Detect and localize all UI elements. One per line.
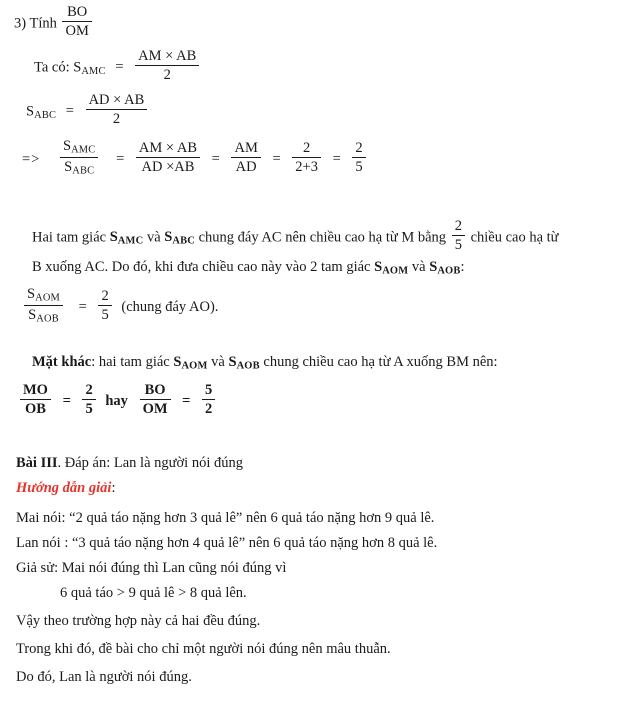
solution-line-7: Do đó, Lan là người nói đúng. [16,669,192,685]
fraction-denominator: 2 [86,109,148,127]
fraction-bo-over-om [140,382,171,417]
equals-sign-3: = [272,151,281,168]
fraction-numerator: 5 [205,382,213,398]
fraction-denominator: OM [140,399,171,417]
equation-ratio-chain [22,138,368,178]
fraction-am-over-ad [231,140,260,175]
question-verb: Tính [29,15,57,32]
symbol-saom: $S_{AOM}$ [374,259,409,278]
question-3-heading [14,4,94,39]
label-mat-khac: Mặt khác [32,354,92,370]
equation-sabc [26,92,149,127]
paragraph-triangles-same-base [32,218,628,283]
fraction-am-ab-over-2 [135,48,199,83]
text-segment: và [408,259,430,276]
fraction-denominator: AD ×AB [136,157,200,175]
solution-line-1: Mai nói: “2 quả táo nặng hơn 3 quả lê” nên 6 quả táo nặng hơn 9 quả lê. [16,510,435,526]
equation-saom-over-saob [22,286,218,326]
text-segment: chung đáy AC nên chiều cao hạ từ M bằng [194,229,450,246]
fraction-saom-over-saob [24,286,63,326]
fraction-denominator: 5 [452,235,465,253]
equals-sign: = [65,103,74,120]
fraction-numerator: AD × AB [88,92,145,108]
fraction-2-over-5 [98,288,111,323]
fraction-amab-over-adab [136,140,200,175]
fraction-denominator: 5 [98,305,111,323]
fraction-denominator: 2+3 [292,157,321,175]
fraction-denominator: $S_{ABC}$ [60,157,98,177]
solution-line-6: Trong khi đó, đề bài cho chỉ một người nói đúng nên mâu thuẫn. [16,641,391,657]
label-bai-3: Bài III [16,455,58,471]
fraction-2-over-2plus3 [292,140,321,175]
solution-line-5: Vậy theo trường hợp này cả hai đều đúng. [16,613,261,629]
subscript-amc: AMC [81,65,106,77]
text-segment: : [460,259,465,276]
fraction-numerator: BO [67,4,88,20]
guide-colon: : [111,480,116,496]
exercise-3-answer [16,455,243,472]
solution-line-4: 6 quả táo > 9 quả lê > 8 quả lên. [60,585,247,601]
fraction-2-over-5-inline [452,218,465,253]
equation-samc [34,48,201,83]
fraction-numerator: 2 [303,140,311,157]
solution-line-3: Giả sử: Mai nói đúng thì Lan cũng nói đúng vì [16,560,287,576]
solution-line-2: Lan nói : “3 quả táo nặng hơn 4 quả lê” nên 6 quả táo nặng hơn 8 quả lê. [16,535,438,551]
solution-guide-heading [16,480,115,497]
fraction-bo-om [62,4,91,39]
fraction-5-over-2 [202,382,215,417]
text-segment: B xuống AC. Do đó, khi đưa chiều cao này vào 2 tam giác [32,259,375,276]
equation-lead: S [26,103,35,120]
equals-sign-2: = [182,393,191,410]
fraction-denominator: AD [231,157,260,175]
text-segment: chiều cao hạ từ [466,229,559,246]
question-number: 3) [14,15,27,32]
text-segment: Hai tam giác [32,229,110,246]
answer-text: . Đáp án: Lan là người nói đúng [57,455,243,471]
fraction-denominator: OM [62,21,91,39]
equals-sign: = [115,59,124,76]
fraction-mo-over-ob [20,382,51,417]
fraction-samc-over-sabc [60,138,98,178]
text-segment: và [207,354,229,370]
symbol-saom: $S_{AOM}$ [173,354,208,372]
fraction-denominator: 2 [135,65,199,83]
implies-arrow: => [22,151,41,168]
fraction-numerator: $S_{AOM}$ [27,286,61,304]
fraction-numerator: AM [234,140,258,157]
paragraph-other-hand [32,354,498,372]
text-hay: hay [105,393,128,410]
fraction-numerator: MO [23,382,48,398]
fraction-denominator: 2 [202,399,215,417]
subscript-abc: ABC [34,109,57,121]
symbol-samc: $S_{AMC}$ [109,229,144,247]
fraction-numerator: $S_{AMC}$ [62,138,96,156]
fraction-numerator: 2 [355,140,363,157]
fraction-ad-ab-over-2 [86,92,148,127]
fraction-numerator: AM × AB [138,48,197,64]
fraction-numerator: 2 [101,288,109,305]
equals-sign: = [78,299,87,316]
fraction-numerator: BO [144,382,166,398]
fraction-2-over-5 [352,140,365,175]
guide-label: Hướng dẫn giải [16,480,112,496]
fraction-denominator: 5 [352,157,365,175]
equation-lead: Ta có: S [34,59,82,76]
fraction-2-over-5 [82,382,95,417]
fraction-numerator: 2 [454,218,462,234]
text-segment: : hai tam giác [91,354,174,370]
fraction-denominator: $S_{AOB}$ [24,305,63,325]
note-same-base: (chung đáy AO). [121,299,219,316]
equals-sign-2: = [211,151,220,168]
text-segment: và [143,229,165,246]
equation-mo-ob-bo-om [18,382,217,417]
text-segment: chung chiều cao hạ từ A xuống BM nên: [259,354,498,370]
symbol-sabc: $S_{ABC}$ [164,229,195,247]
fraction-denominator: 5 [82,399,95,417]
equals-sign-1: = [116,151,125,168]
symbol-saob: $S_{AOB}$ [228,354,260,372]
symbol-saob: $S_{AOB}$ [429,259,461,278]
fraction-numerator: AM × AB [138,140,198,157]
fraction-numerator: 2 [85,382,93,398]
fraction-denominator: OB [20,399,51,417]
equals-sign-1: = [62,393,71,410]
equals-sign-4: = [332,151,341,168]
